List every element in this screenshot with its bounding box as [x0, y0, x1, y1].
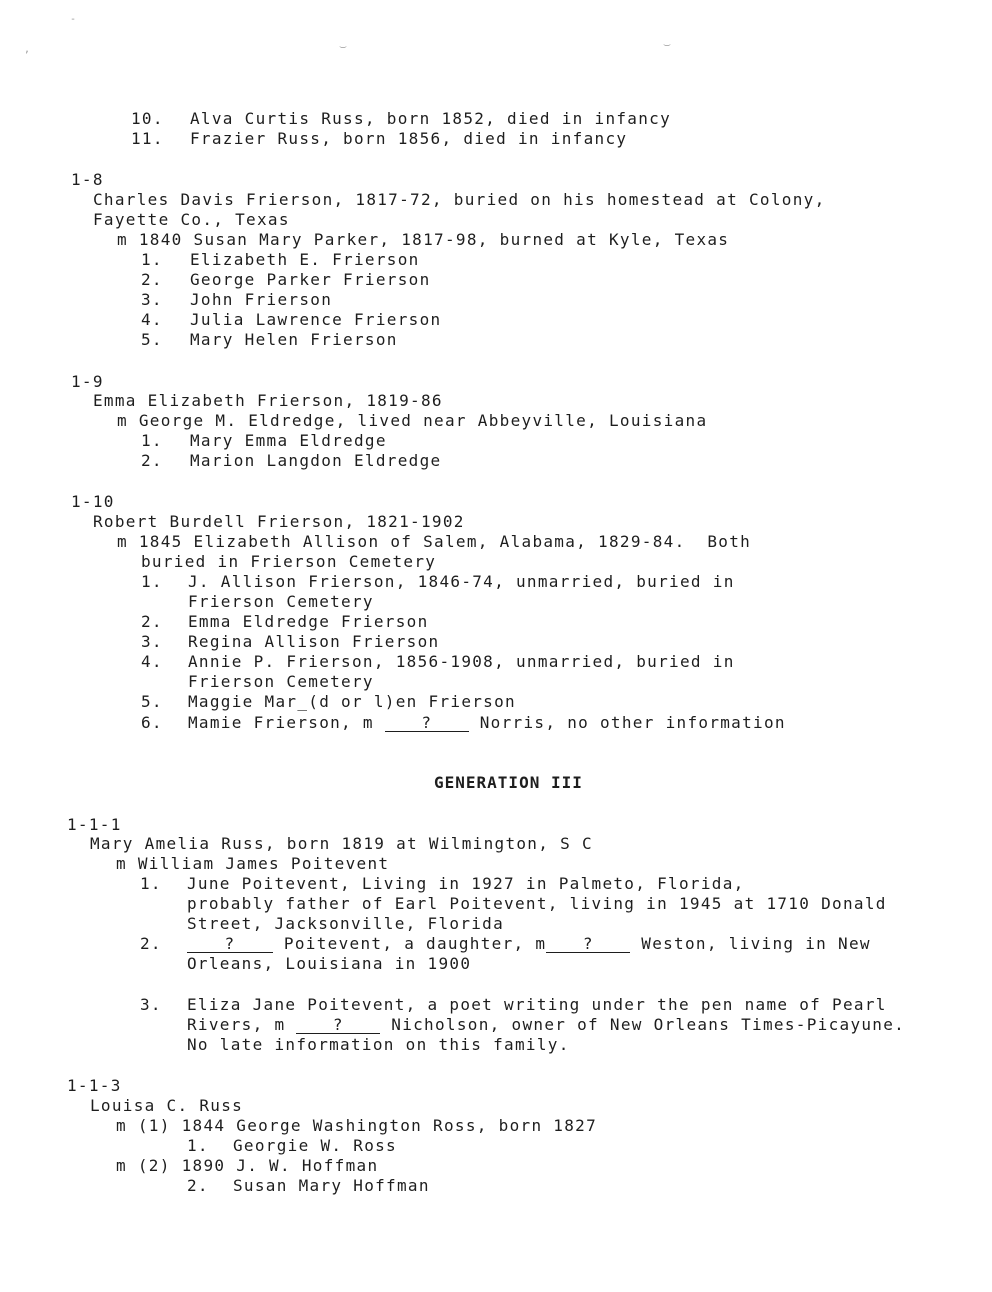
entry-text: Nicholson, owner of New Orleans Times-Picayune. [380, 1015, 906, 1034]
child-entry-cont: Frierson Cemetery [188, 672, 374, 691]
child-entry: Emma Eldredge Frierson [188, 612, 429, 631]
marriage-entry: m 1840 Susan Mary Parker, 1817-98, burned at Kyle, Texas [117, 230, 730, 249]
person-entry: Mary Amelia Russ, born 1819 at Wilmington, S C [90, 834, 593, 853]
person-entry: Emma Elizabeth Frierson, 1819-86 [93, 391, 443, 410]
unknown-name-blank: ? [187, 936, 273, 953]
marriage-entry: m William James Poitevent [116, 854, 390, 873]
child-number: 11. [131, 129, 164, 148]
child-entry: George Parker Frierson [190, 270, 431, 289]
unknown-name-blank: ? [546, 936, 630, 953]
child-number: 1. [141, 250, 163, 269]
child-number: 2. [141, 451, 163, 470]
marriage-entry: m (2) 1890 J. W. Hoffman [116, 1156, 379, 1175]
child-number: 4. [141, 310, 163, 329]
scan-speck: , [24, 44, 31, 55]
entry-text: Mamie Frierson, m [188, 713, 385, 732]
family-id: 1-8 [71, 170, 104, 189]
child-entry: Georgie W. Ross [233, 1136, 397, 1155]
child-entry [188, 713, 786, 733]
child-entry: Frazier Russ, born 1856, died in infancy [190, 129, 628, 148]
child-number: 3. [141, 632, 163, 651]
child-number: 3. [141, 290, 163, 309]
child-entry: Mary Helen Frierson [190, 330, 398, 349]
child-entry-cont: Street, Jacksonville, Florida [187, 914, 505, 933]
marriage-entry: m (1) 1844 George Washington Ross, born 1827 [116, 1116, 598, 1135]
child-number: 1. [140, 874, 162, 893]
child-number: 2. [141, 612, 163, 631]
child-entry: Alva Curtis Russ, born 1852, died in infancy [190, 109, 672, 128]
person-entry: Robert Burdell Frierson, 1821-1902 [93, 512, 465, 531]
scan-speck: ‿ [340, 38, 347, 49]
entry-text: Rivers, m [187, 1015, 297, 1034]
child-number: 4. [141, 652, 163, 671]
person-entry-cont: Fayette Co., Texas [93, 210, 290, 229]
child-entry: J. Allison Frierson, 1846-74, unmarried, buried in [188, 572, 735, 591]
child-number: 2. [140, 934, 162, 953]
marriage-entry: m 1845 Elizabeth Allison of Salem, Alabama, 1829-84. Both [117, 532, 752, 551]
child-number: 2. [141, 270, 163, 289]
unknown-name-blank: ? [296, 1017, 380, 1034]
child-entry: Marion Langdon Eldredge [190, 451, 442, 470]
child-entry: Susan Mary Hoffman [233, 1176, 430, 1195]
child-entry: Elizabeth E. Frierson [190, 250, 420, 269]
child-number: 10. [131, 109, 164, 128]
family-id: 1-1-3 [67, 1076, 122, 1095]
child-entry-cont: Frierson Cemetery [188, 592, 374, 611]
child-number: 5. [141, 692, 163, 711]
child-entry: Eliza Jane Poitevent, a poet writing under the pen name of Pearl [187, 995, 887, 1014]
child-number: 1. [187, 1136, 209, 1155]
child-entry-cont: No late information on this family. [187, 1035, 570, 1054]
entry-text: Weston, living in New [630, 934, 871, 953]
generation-heading: GENERATION III [434, 773, 583, 792]
scan-speck: ‿ [664, 36, 671, 47]
child-entry [187, 934, 871, 954]
child-entry: Maggie Mar_(d or l)en Frierson [188, 692, 516, 711]
marriage-entry-cont: buried in Frierson Cemetery [141, 552, 437, 571]
family-id: 1-10 [71, 492, 115, 511]
person-entry: Charles Davis Frierson, 1817-72, buried on his homestead at Colony, [93, 190, 826, 209]
child-entry-cont: probably father of Earl Poitevent, living in 1945 at 1710 Donald [187, 894, 887, 913]
child-number: 2. [187, 1176, 209, 1195]
unknown-name-blank: ? [385, 715, 469, 732]
child-entry: John Frierson [190, 290, 333, 309]
child-number: 6. [141, 713, 163, 732]
child-number: 1. [141, 431, 163, 450]
family-id: 1-9 [71, 372, 104, 391]
child-entry-cont [187, 1015, 905, 1035]
child-number: 5. [141, 330, 163, 349]
child-entry-cont: Orleans, Louisiana in 1900 [187, 954, 472, 973]
child-entry: Julia Lawrence Frierson [190, 310, 442, 329]
marriage-entry: m George M. Eldredge, lived near Abbeyville, Louisiana [117, 411, 708, 430]
person-entry: Louisa C. Russ [90, 1096, 244, 1115]
child-entry: Mary Emma Eldredge [190, 431, 387, 450]
entry-text: Poitevent, a daughter, m [273, 934, 547, 953]
child-entry: Annie P. Frierson, 1856-1908, unmarried, buried in [188, 652, 735, 671]
child-entry: June Poitevent, Living in 1927 in Palmeto, Florida, [187, 874, 745, 893]
child-number: 3. [140, 995, 162, 1014]
child-entry: Regina Allison Frierson [188, 632, 440, 651]
entry-text: Norris, no other information [468, 713, 786, 732]
child-number: 1. [141, 572, 163, 591]
family-id: 1-1-1 [67, 815, 122, 834]
scan-speck: - [70, 14, 77, 25]
